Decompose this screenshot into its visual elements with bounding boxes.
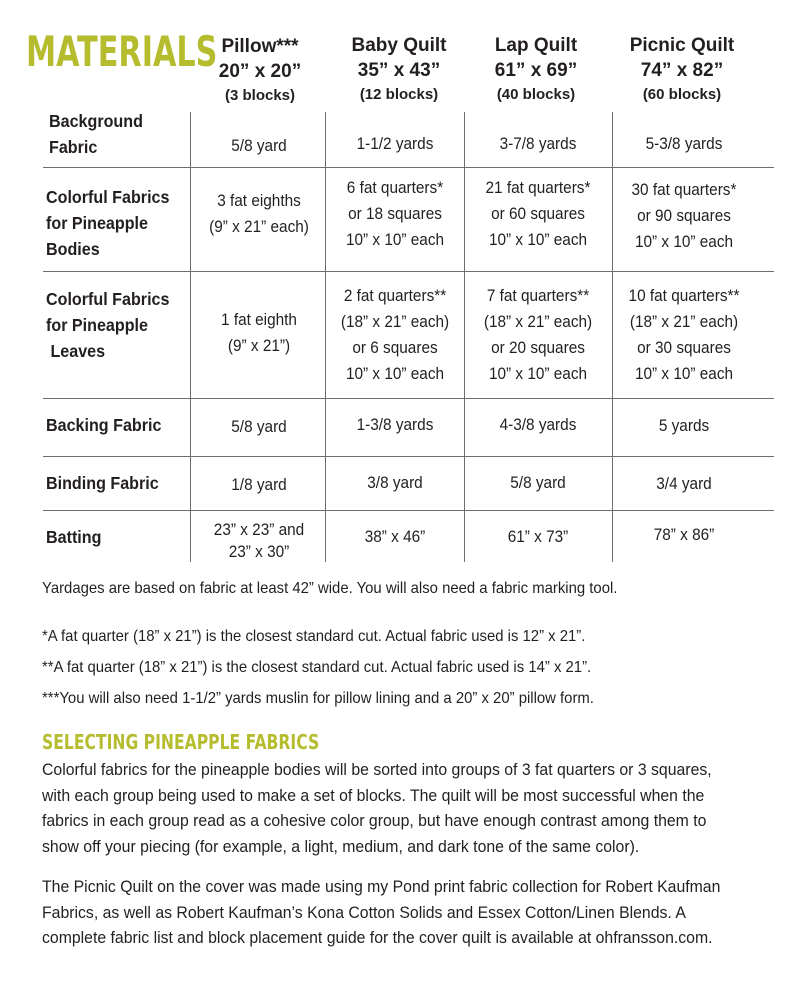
table-cell [191, 188, 327, 240]
cell-line: 30 fat quarters* [631, 181, 737, 199]
cell-line: or 18 squares [348, 205, 442, 223]
table-cell [191, 519, 327, 563]
section-heading: SELECTING PINEAPPLE FABRICS [42, 730, 320, 754]
table-cell [327, 131, 463, 157]
row-label-line: Colorful Fabrics [46, 187, 170, 207]
column-name: Picnic Quilt [629, 35, 735, 56]
cell-line: 3-7/8 yards [499, 135, 577, 153]
row-label-line: Backing Fabric [46, 415, 162, 435]
row-label-pineapple-bodies [46, 184, 184, 262]
paragraph-line: fabrics in each group read as a cohesive color group, but have enough contrast among them to [42, 811, 707, 830]
cell-line: 5/8 yard [231, 137, 287, 155]
yardage-note: Yardages are based on fabric at least 42” wide. You will also need a fabric marking tool. [42, 580, 618, 597]
cell-line: 5/8 yard [231, 418, 287, 436]
cell-line: 23” x 23” and [213, 521, 305, 539]
footnote-pillow: ***You will also need 1-1/2” yards muslin for pillow lining and a 20” x 20” pillow form. [42, 690, 594, 707]
cell-line: 38” x 46” [364, 528, 426, 546]
row-label-line: Bodies [46, 239, 100, 259]
table-cell [470, 131, 606, 157]
cell-line: 78” x 86” [653, 526, 715, 544]
cell-line: 10” x 10” each [488, 365, 588, 383]
row-divider [43, 271, 774, 272]
cell-line: 10” x 10” each [345, 365, 445, 383]
table-cell [470, 524, 606, 550]
row-divider [43, 510, 774, 511]
row-label-batting [46, 524, 184, 550]
cell-line: 10 fat quarters** [628, 287, 740, 305]
cell-line: 10” x 10” each [345, 231, 445, 249]
cell-line: 1-1/2 yards [356, 135, 434, 153]
column-size: 20” x 20” [218, 61, 302, 82]
paragraph-line: The Picnic Quilt on the cover was made using my Pond print fabric collection for Robert Kaufman [42, 877, 721, 896]
row-label-line: for Pineapple [46, 315, 148, 335]
column-size: 74” x 82” [640, 60, 724, 81]
column-header-lap-quilt [463, 33, 609, 107]
materials-title: MATERIALS [26, 27, 218, 76]
table-cell [616, 177, 752, 255]
table-cell [470, 412, 606, 438]
column-header-pillow [187, 34, 333, 108]
table-cell [327, 175, 463, 253]
row-label-line: for Pineapple [46, 213, 148, 233]
row-label-line: Fabric [49, 137, 98, 157]
cell-line: 10” x 10” each [488, 231, 588, 249]
table-cell [191, 472, 327, 498]
column-divider [612, 112, 613, 562]
paragraph-fabric-groups [42, 757, 749, 859]
cell-line: 10” x 10” each [634, 365, 734, 383]
cell-line: 3/8 yard [367, 474, 423, 492]
table-cell [616, 413, 752, 439]
cell-line: 7 fat quarters** [486, 287, 590, 305]
row-divider [43, 167, 774, 168]
column-name: Pillow*** [221, 36, 299, 57]
row-label-line: Background [49, 111, 143, 131]
cell-line: 3/4 yard [656, 475, 712, 493]
row-label-pineapple-leaves [46, 286, 184, 364]
column-header-baby-quilt [326, 33, 472, 107]
cell-line: 61” x 73” [507, 528, 569, 546]
cell-line: (18” x 21” each) [340, 313, 450, 331]
table-cell [327, 412, 463, 438]
paragraph-cover-quilt [42, 874, 749, 951]
column-blocks: (12 blocks) [359, 86, 439, 103]
footnote-fat-quarter-double: **A fat quarter (18” x 21”) is the closest standard cut. Actual fabric used is 14” x 21”. [42, 659, 592, 676]
row-label-line: Binding Fabric [46, 473, 159, 493]
cell-line: 3 fat eighths [217, 192, 301, 210]
footnote-fat-quarter-single: *A fat quarter (18” x 21”) is the closest standard cut. Actual fabric used is 12” x 21”. [42, 628, 586, 645]
cell-line: 5 yards [658, 417, 710, 435]
paragraph-line: show off your piecing (for example, a light, medium, and dark tone of the same color). [42, 836, 640, 856]
cell-line: 5-3/8 yards [645, 135, 723, 153]
row-label-backing-fabric [46, 412, 184, 438]
paragraph-line: complete fabric list and block placement guide for the cover quilt is available at ohfransson.com. [42, 928, 713, 947]
cell-line: 1-3/8 yards [356, 416, 434, 434]
table-cell [470, 470, 606, 496]
cell-line: or 90 squares [637, 207, 731, 225]
column-name: Lap Quilt [494, 35, 578, 56]
cell-line: 10” x 10” each [634, 233, 734, 251]
table-cell [616, 131, 752, 157]
table-cell [616, 471, 752, 497]
column-divider [464, 112, 465, 562]
paragraph-line: with each group being used to make a set of blocks. The quilt will be most successful when the [42, 785, 705, 805]
row-divider [43, 398, 774, 399]
cell-line: (9” x 21”) [227, 337, 291, 355]
cell-line: 2 fat quarters** [343, 287, 447, 305]
cell-line: 1 fat eighth [221, 311, 297, 329]
cell-line: 5/8 yard [510, 474, 566, 492]
table-cell [470, 175, 606, 253]
table-cell [616, 283, 752, 387]
cell-line: (9” x 21” each) [209, 218, 309, 236]
cell-line: or 20 squares [491, 339, 585, 357]
cell-line: or 30 squares [637, 339, 731, 357]
column-header-picnic-quilt [609, 33, 755, 107]
row-label-background-fabric [49, 108, 187, 160]
table-cell [327, 524, 463, 550]
column-name: Baby Quilt [351, 35, 447, 56]
cell-line: 1/8 yard [231, 476, 287, 494]
cell-line: or 6 squares [352, 339, 438, 357]
column-blocks: (3 blocks) [224, 87, 296, 104]
row-label-binding-fabric [46, 470, 184, 496]
cell-line: 6 fat quarters* [346, 179, 444, 197]
row-label-line: Leaves [46, 341, 106, 361]
cell-line: (18” x 21” each) [483, 313, 593, 331]
column-size: 61” x 69” [494, 60, 578, 81]
table-cell [470, 283, 606, 387]
paragraph-line: Colorful fabrics for the pineapple bodies will be sorted into groups of 3 fat quarters or 3 squares, [42, 760, 712, 779]
paragraph-line: Fabrics, as well as Robert Kaufman’s Kona Cotton Solids and Essex Cotton/Linen Blends. A [42, 902, 686, 922]
cell-line: (18” x 21” each) [629, 313, 739, 331]
column-blocks: (40 blocks) [496, 86, 576, 103]
table-cell [616, 522, 752, 548]
cell-line: or 60 squares [491, 205, 585, 223]
cell-line: 4-3/8 yards [499, 416, 577, 434]
cell-line: 21 fat quarters* [485, 179, 591, 197]
row-label-line: Batting [46, 527, 102, 547]
table-cell [191, 133, 327, 159]
column-blocks: (60 blocks) [642, 86, 722, 103]
table-cell [191, 414, 327, 440]
cell-line: 23” x 30” [228, 543, 290, 561]
table-cell [327, 283, 463, 387]
table-cell [327, 470, 463, 496]
column-size: 35” x 43” [357, 60, 441, 81]
row-divider [43, 456, 774, 457]
table-cell [191, 307, 327, 359]
row-label-line: Colorful Fabrics [46, 289, 170, 309]
